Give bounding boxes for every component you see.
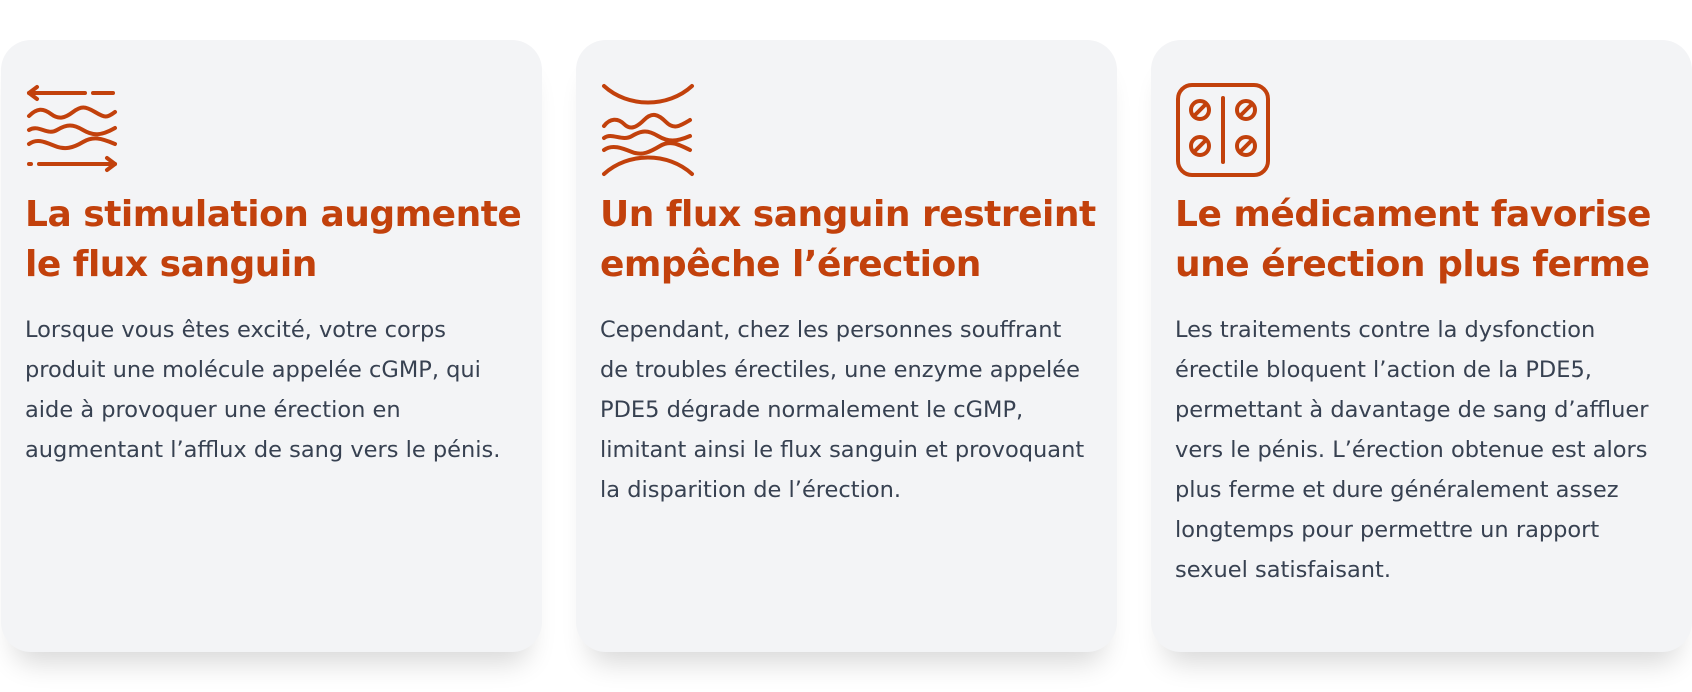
card-title: La stimulation augmente le flux sanguin bbox=[25, 194, 522, 285]
card-description: Lorsque vous êtes excité, votre corps produit une molécule appelée cGMP, qui aide à provoquer une érection en augmentant l’afflux de sang vers le pénis. bbox=[25, 317, 501, 463]
card-description: Cependant, chez les personnes souffrant de troubles érectiles, une enzyme appelée PDE5 dégrade normalement le cGMP, limitant ainsi le flux sanguin et provoquant la disparition de l’érection. bbox=[600, 317, 1085, 503]
restricted-flow-icon bbox=[600, 82, 696, 178]
pill-pack-icon bbox=[1175, 82, 1271, 178]
card-restricted-flow bbox=[576, 40, 1117, 652]
card-title: Le médicament favorise une érection plus ferme bbox=[1175, 194, 1651, 285]
card-description: Les traitements contre la dysfonction érectile bloquent l’action de la PDE5, permettant à davantage de sang d’affluer vers le pénis. L’érection obtenue est alors plus ferme et dure généralement assez longtemps pour permettre un rapport sexuel satisfaisant. bbox=[1175, 317, 1649, 583]
card-stimulation bbox=[1, 40, 542, 652]
blood-flow-arrows-icon bbox=[25, 82, 121, 178]
card-medication bbox=[1151, 40, 1692, 652]
card-title: Un flux sanguin restreint empêche l’érection bbox=[600, 194, 1096, 285]
